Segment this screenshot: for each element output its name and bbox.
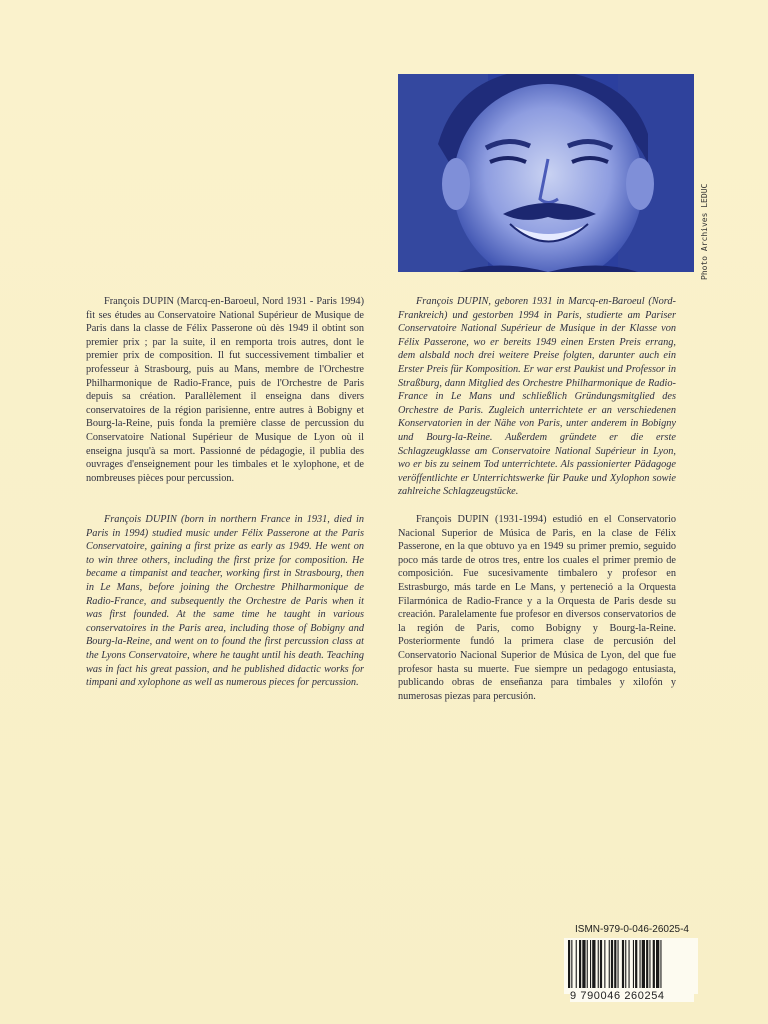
biography-french: François DUPIN (Marcq-en-Baroeul, Nord 1931 - Paris 1994) fit ses études au Conservatoire National Supérieur de Musique de Paris dans la classe de Félix Passerone où dès 1949 il obtint son premier prix ; par la suite, il en remporta trois autres, dont le premier prix de composition. Il fut successivement timbalier et professeur à Strasbourg, puis au Mans, membre de l'Orchestre Philharmonique de Radio-France, puis de l'Orchestre de Paris depuis sa création. Parallèlement il enseigna dans divers conservatoires de la région parisienne, entre autres à Bobigny et Bourg-la-Reine, puis fonda la première classe de percussion du Conservatoire National Supérieur de Musique de Lyon où il enseigna jusqu'à sa mort. Passionné de pédagogie, il publia des ouvrages d'enseignement pour les timbales et le xylophone, et de nombreuses pièces pour percussion. (86, 296, 364, 484)
barcode (564, 938, 698, 994)
ismn-number: ISMN-979-0-046-26025-4 (575, 924, 689, 935)
barcode-bar (622, 940, 624, 988)
barcode-bar (633, 940, 634, 988)
barcode-bar (592, 940, 595, 988)
barcode-bar (579, 940, 581, 988)
portrait-image (398, 74, 694, 272)
barcode-bar (590, 940, 591, 988)
barcode-bar (604, 940, 605, 988)
barcode-digits: 9 790046 260254 (570, 990, 694, 1002)
barcode-bar (646, 940, 648, 988)
barcode-bar (611, 940, 613, 988)
photo-credit: Photo Archives LEDUC (700, 183, 709, 280)
barcode-bar (635, 940, 637, 988)
barcode-bar (587, 940, 588, 988)
barcode-bar (625, 940, 626, 988)
barcode-bar (571, 940, 572, 988)
barcode-bar (576, 940, 577, 988)
barcode-bar (614, 940, 616, 988)
barcode-bar (600, 940, 602, 988)
biography-german: François DUPIN, geboren 1931 in Marcq-en-Baroeul (Nord-Frankreich) und gestorben 1994 in Paris, studierte am Pariser Conservatoire National Supérieur de Musique in der Klasse von Félix Passerone, wo er bereits 1949 einen Ersten Preis errang, dem alsbald noch drei weitere Preise folgten, darunter auch ein Erster Preis für Komposition. Er war erst Paukist und Professor in Straßburg, dann Mitglied des Orchestre Philharmonique de Radio-France in Le Mans und schließlich Gründungsmitglied des Orchestre de Paris. Zugleich unterrichtete er an verschiedenen Konservatorien in der Nähe von Paris, unter anderem in Bobigny und Bourg-la-Reine. Außerdem gründete er die erste Schlagzeugklasse am Conservatoire National Supérieur in Lyon, wo er bis zu seinem Tod unterrichtete. Als passionierter Pädagoge veröffentlichte er Unterrichtswerke für Pauke und Xylophon sowie zahlreiche Schlagzeugstücke. (398, 296, 676, 498)
barcode-bar (649, 940, 650, 988)
biography-english: François DUPIN (born in northern France in 1931, died in Paris in 1994) studied music under Félix Passerone at the Paris Conservatoire, gaining a first prize as early as 1949. He went on to win three others, including the first prize for composition. He became a timpanist and teacher, working first in Strasbourg, then in Le Mans, before joining the Orchestre Philharmonique de Radio-France, and subsequently the Orchestre de Paris when it was first founded. At the same time he taught in various conservatoires in the Paris area, including those of Bobigny and Bourg-la-Reine, and went on to found the first percussion class at the Lyons Conservatoire, where he taught until his death. Teaching was in fact his great passion, and he published didactic works for timpani and xylophone as well as numerous pieces for percussion. (86, 514, 364, 689)
barcode-bars (564, 938, 698, 994)
barcode-bar (598, 940, 599, 988)
barcode-bar (629, 940, 630, 988)
barcode-bar (609, 940, 610, 988)
barcode-bar (640, 940, 641, 988)
biography-spanish: François DUPIN (1931-1994) estudió en el Conservatorio Nacional Superior de Música de Paris, en la clase de Félix Passerone, en la que obtuvo ya en 1949 su primer premio, seguido poco más tarde de otros tres, entre los cuales el primer premio de composición. Fue sucesivamente timbalero y profesor en Estrasburgo, más tarde en Le Mans, y perteneció a la Orquesta Filarmónica de Radio-France y a la Orquesta de Paris desde su creación. Paralelamente fue profesor en diversos conservatorios de la región de Paris, como Bobigny y Bourg-la-Reine. Posteriormente fundó la primera clase de percusión del Conservatorio Nacional Superior de Música de Lyon, del que fue profesor hasta su muerte. Fue siempre un pedagogo entusiasta, publicando obras de enseñanza para timbales y xilofón y numerosas piezas para percusión. (398, 514, 676, 702)
barcode-bar (653, 940, 655, 988)
barcode-bar (642, 940, 645, 988)
barcode-bar (656, 940, 659, 988)
barcode-bar (582, 940, 585, 988)
barcode-bar (660, 940, 661, 988)
barcode-bar (568, 940, 570, 988)
barcode-bar (618, 940, 619, 988)
composer-portrait-photo (398, 74, 694, 272)
